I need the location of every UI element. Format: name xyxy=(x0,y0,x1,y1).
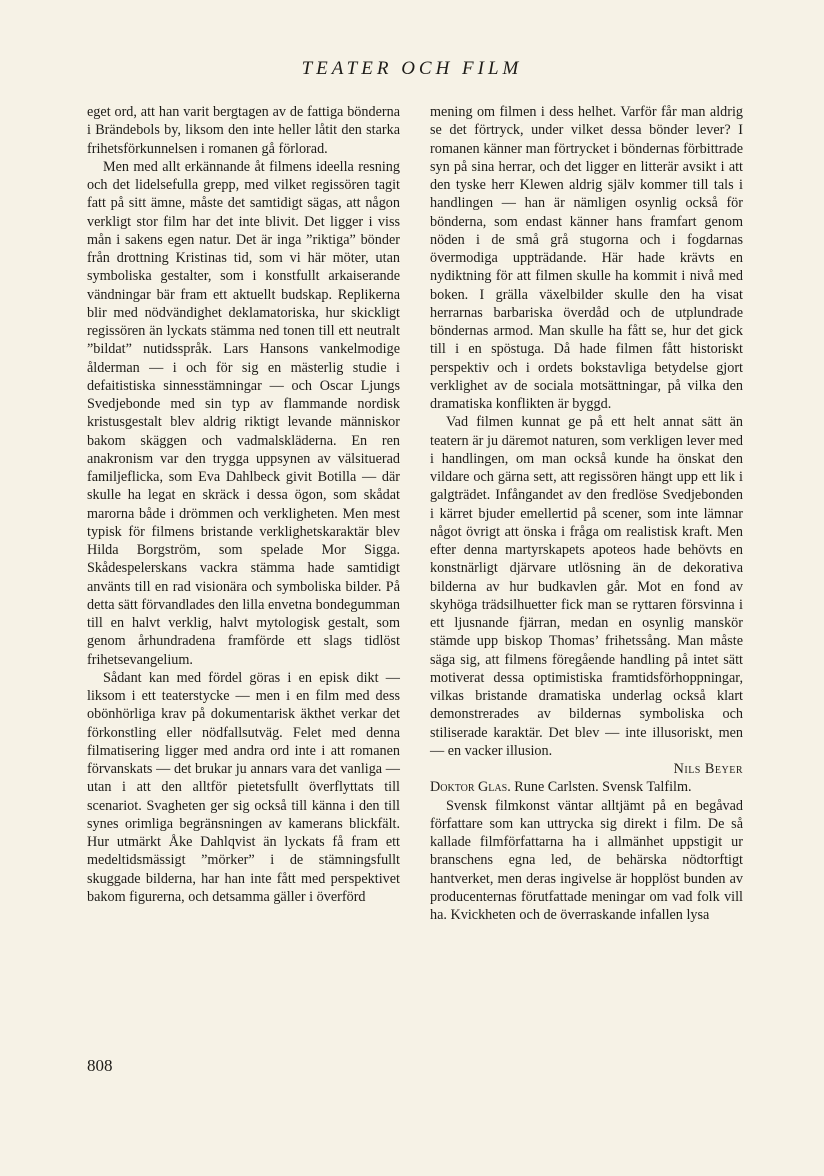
paragraph: Svensk filmkonst väntar alltjämt på en begåvad författare som kan uttrycka sig direkt i film. De så kallade filmförfattarna ha i allmänhet uppstigit ur branschens egna led, de behärska nödtorftigt hantverket, men deras ingivelse är hopplöst bunden av producenternas förutfattade meningar om vad folk vill ha. Kvickheten och de överraskande infallen lysa xyxy=(430,797,743,923)
paragraph: mening om filmen i dess helhet. Varför får man aldrig se det förtryck, under vilket dessa bönder lever? I romanen känner man förtrycket i böndernas förbittrade syn på sina herrar, och det ligger en litterär avsikt i att den tyske herr Klewen aldrig själv kommer till tals i handlingen — han är nämligen osynlig också för bönderna, som endast känner hans framfart genom nöden i de små grå stugorna och i fogdarnas övermodiga uppträdande. Här hade krävts en nydiktning för att filmen skulle ha kommit i nivå med boken. I grälla växelbilder skulle den ha visat herrarnas barbariska överdåd och de utplundrade böndernas armod. Man skulle ha fått se, hur det gick till i en spöstuga. Då hade filmen fått historiskt perspektiv och i ordets bokstavliga betydelse gjort verklighet av de sociala motsättningar, på vilka den dramatiska konflikten är byggd. xyxy=(430,104,743,412)
paragraph: Sådant kan med fördel göras i en episk dikt — liksom i ett teaterstycke — men i en film med dess obönhörliga krav på dokumentarisk äkthet verkar det förkonstling eller nödfallsutväg. Felet med denna filmatisering ligger med andra ord inte i att romanen förvanskats — det brukar ju annars vara det vanliga — utan i att den alltför pietetsfullt överflyttats till scenariot. Svagheten ger sig också till känna i den till synes orimliga begränsningen av kamerans blickfält. Hur utmärkt Åke Dahlqvist än lyckats få fram ett medeltidsmässigt ”mörker” i de stämningsfullt skuggade bilderna, har han inte fått med perspektivet bakom figurerna, och detsamma gäller i överförd xyxy=(87,669,400,905)
paragraph: eget ord, att han varit bergtagen av de fattiga bönderna i Brändebols by, liksom den inte heller låtit den starka frihetsförkunnelsen i romanen gå förlorad. xyxy=(87,104,400,157)
paragraph: Men med allt erkännande åt filmens ideella resning och det lidelsefulla grepp, med vilket regissören tagit fatt på sitt ämne, måste det samtidigt sägas, att någon verkligt stor film har det inte blivit. Det ligger i viss mån i sakens egen natur. Det är inga ”riktiga” bönder från drottning Kristinas tid, som vi här möter, utan symboliska gestalter, som i konstfullt arkaiserande vändningar bär fram ett aktuellt budskap. Replikerna blir med nödvändighet deklamatoriska, hur skickligt regissören än lyckats stämma ned tonen till ett neutralt ”bildat” nutidsspråk. Lars Hansons vankelmodige ålderman — i och för sig en mästerlig studie i defaitistiska sinnesstämningar — och Oscar Ljungs Svedjebonde med sin typ av flammande nordisk kristusgestalt blev aldrig riktigt levande människor bakom skäggen och vadmalskläderna. En ren anakronism var den trygga uppsynen av välsituerad familjeflicka, som Eva Dahlbeck givit Botilla — där skulle ha legat en skräck i dessa ögon, som skådat marorna både i drömmen och verkligheten. Men mest typisk för filmens bristande verklighetskaraktär blev Hilda Borgström, som spelade Mor Sigga. Skådespelerskans vackra stämma hade samtidigt använts till en rad visionära och symboliska bilder. På detta sätt förvandlades den lilla envetna bondegumman till en halvt verklig, halvt mytologisk gestalt, som genom århundradena framförde ett slags tidlöst frihetsevangelium. xyxy=(87,158,400,668)
running-header: TEATER OCH FILM xyxy=(301,58,523,79)
paragraph: Vad filmen kunnat ge på ett helt annat sätt än teatern är ju däremot naturen, som verkligen lever med i handlingen, om man också kunde ha önskat den vildare och gärna sett, att regissören hängt upp ett lik i galgträdet. Infångandet av den fredlöse Svedjebonden i kärret bjuder emellertid på scener, som inte lämnar något övrigt att önska i fråga om realistisk kraft. Men efter denna martyrskapets apoteos hade behövts en konstnärligt djärvare utlösning än de dekorativa bilderna av hur budkavlen går. Mot en fond av skyhöga trädsilhuetter fick man se ryttaren försvinna i ett ljusnande fjärran, medan en osynlig manskör stämde upp biskop Thomas’ frihetssång. Man måste säga sig, att filmens föregående handling på intet sätt motiverat dessa optimistiska framtidsförhoppningar, vilkas bristande dramatiska underlag också klart demonstrerades av bildernas symboliska och stiliserade karaktär. Det blev — inte illusoriskt, men — en vacker illusion. xyxy=(430,414,743,759)
right-column xyxy=(430,103,743,924)
left-column xyxy=(87,103,400,906)
review-heading xyxy=(430,778,743,796)
review-heading-details: Rune Carlsten. Svensk Talfilm. xyxy=(510,779,692,796)
author-signature xyxy=(430,760,743,778)
author-name: Nils Beyer xyxy=(673,761,743,777)
review-heading-title: Doktor Glas. xyxy=(430,779,511,796)
page-number: 808 xyxy=(87,1056,113,1075)
